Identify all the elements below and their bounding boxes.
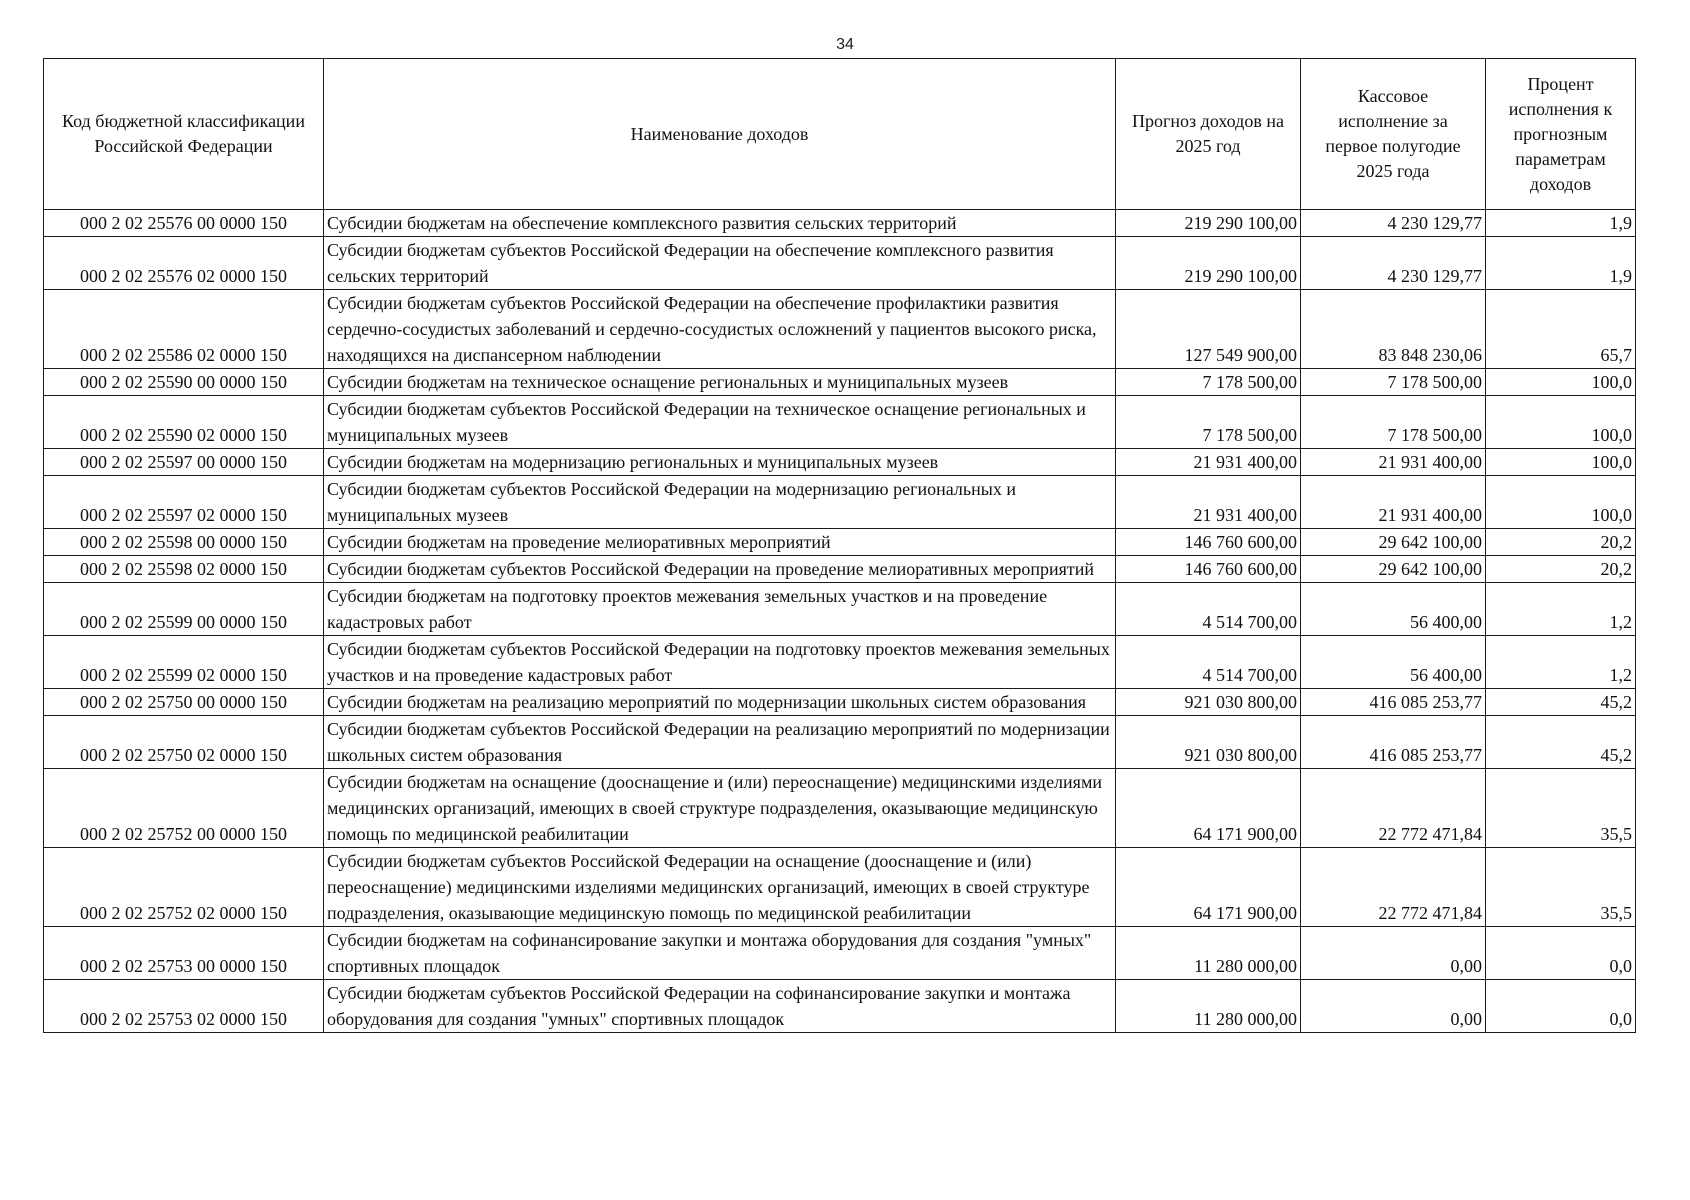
cell-forecast: 64 171 900,00 xyxy=(1116,848,1301,927)
cell-cash: 56 400,00 xyxy=(1301,636,1486,689)
cell-percent: 20,2 xyxy=(1486,556,1636,583)
table-row xyxy=(44,529,1636,556)
table-row xyxy=(44,769,1636,848)
cell-code: 000 2 02 25750 02 0000 150 xyxy=(44,716,324,769)
table-row xyxy=(44,369,1636,396)
cell-name: Субсидии бюджетам на реализацию мероприятий по модернизации школьных систем образования xyxy=(324,689,1116,716)
cell-percent: 100,0 xyxy=(1486,396,1636,449)
cell-cash: 4 230 129,77 xyxy=(1301,237,1486,290)
table-row xyxy=(44,449,1636,476)
cell-percent: 20,2 xyxy=(1486,529,1636,556)
cell-percent: 35,5 xyxy=(1486,848,1636,927)
cell-percent: 0,0 xyxy=(1486,927,1636,980)
cell-cash: 416 085 253,77 xyxy=(1301,716,1486,769)
cell-cash: 29 642 100,00 xyxy=(1301,556,1486,583)
cell-forecast: 21 931 400,00 xyxy=(1116,449,1301,476)
cell-name: Субсидии бюджетам на техническое оснащение региональных и муниципальных музеев xyxy=(324,369,1116,396)
table-header xyxy=(44,59,1636,210)
header-row xyxy=(44,59,1636,210)
cell-percent: 100,0 xyxy=(1486,369,1636,396)
cell-code: 000 2 02 25598 02 0000 150 xyxy=(44,556,324,583)
cell-name: Субсидии бюджетам на проведение мелиоративных мероприятий xyxy=(324,529,1116,556)
cell-percent: 0,0 xyxy=(1486,980,1636,1033)
cell-code: 000 2 02 25597 02 0000 150 xyxy=(44,476,324,529)
cell-code: 000 2 02 25753 00 0000 150 xyxy=(44,927,324,980)
cell-name: Субсидии бюджетам субъектов Российской Федерации на проведение мелиоративных мероприятий xyxy=(324,556,1116,583)
cell-cash: 7 178 500,00 xyxy=(1301,369,1486,396)
cell-name: Субсидии бюджетам субъектов Российской Федерации на подготовку проектов межевания земельных участков и на проведение кадастровых работ xyxy=(324,636,1116,689)
header-percent: Процент исполнения к прогнозным параметрам доходов xyxy=(1486,59,1636,210)
table-row xyxy=(44,396,1636,449)
cell-name: Субсидии бюджетам на модернизацию региональных и муниципальных музеев xyxy=(324,449,1116,476)
cell-name: Субсидии бюджетам на оснащение (дооснащение и (или) переоснащение) медицинскими изделиями медицинских организаций, имеющих в своей структуре подразделения, оказывающие медицинскую помощь по медицинской реабилитации xyxy=(324,769,1116,848)
table-row xyxy=(44,689,1636,716)
cell-percent: 100,0 xyxy=(1486,449,1636,476)
cell-cash: 21 931 400,00 xyxy=(1301,449,1486,476)
cell-code: 000 2 02 25576 02 0000 150 xyxy=(44,237,324,290)
cell-code: 000 2 02 25597 00 0000 150 xyxy=(44,449,324,476)
page-number: 34 xyxy=(836,36,854,53)
cell-cash: 0,00 xyxy=(1301,927,1486,980)
cell-forecast: 219 290 100,00 xyxy=(1116,237,1301,290)
cell-forecast: 146 760 600,00 xyxy=(1116,529,1301,556)
cell-name: Субсидии бюджетам субъектов Российской Федерации на софинансирование закупки и монтажа оборудования для создания "умных" спортивных площадок xyxy=(324,980,1116,1033)
table-row xyxy=(44,556,1636,583)
cell-forecast: 219 290 100,00 xyxy=(1116,210,1301,237)
cell-percent: 1,2 xyxy=(1486,636,1636,689)
table-row xyxy=(44,927,1636,980)
table-body xyxy=(44,210,1636,1033)
cell-percent: 1,9 xyxy=(1486,210,1636,237)
header-forecast: Прогноз доходов на 2025 год xyxy=(1116,59,1301,210)
cell-cash: 4 230 129,77 xyxy=(1301,210,1486,237)
cell-forecast: 921 030 800,00 xyxy=(1116,716,1301,769)
cell-forecast: 146 760 600,00 xyxy=(1116,556,1301,583)
header-name: Наименование доходов xyxy=(324,59,1116,210)
cell-code: 000 2 02 25752 00 0000 150 xyxy=(44,769,324,848)
cell-percent: 65,7 xyxy=(1486,290,1636,369)
cell-name: Субсидии бюджетам на обеспечение комплексного развития сельских территорий xyxy=(324,210,1116,237)
cell-cash: 83 848 230,06 xyxy=(1301,290,1486,369)
cell-code: 000 2 02 25598 00 0000 150 xyxy=(44,529,324,556)
header-code: Код бюджетной классификации Российской Федерации xyxy=(44,59,324,210)
budget-table xyxy=(43,58,1636,1033)
cell-name: Субсидии бюджетам субъектов Российской Федерации на оснащение (дооснащение и (или) переоснащение) медицинскими изделиями медицинских организаций, имеющих в своей структуре подразделения, оказывающие медицинскую помощь по медицинской реабилитации xyxy=(324,848,1116,927)
cell-name: Субсидии бюджетам на подготовку проектов межевания земельных участков и на проведение кадастровых работ xyxy=(324,583,1116,636)
cell-name: Субсидии бюджетам субъектов Российской Федерации на модернизацию региональных и муниципальных музеев xyxy=(324,476,1116,529)
cell-cash: 0,00 xyxy=(1301,980,1486,1033)
cell-code: 000 2 02 25599 00 0000 150 xyxy=(44,583,324,636)
table-row xyxy=(44,290,1636,369)
cell-forecast: 7 178 500,00 xyxy=(1116,369,1301,396)
cell-name: Субсидии бюджетам субъектов Российской Федерации на обеспечение профилактики развития сердечно-сосудистых заболеваний и сердечно-сосудистых осложнений у пациентов высокого риска, находящихся на диспансерном наблюдении xyxy=(324,290,1116,369)
cell-percent: 1,2 xyxy=(1486,583,1636,636)
cell-percent: 35,5 xyxy=(1486,769,1636,848)
cell-forecast: 921 030 800,00 xyxy=(1116,689,1301,716)
cell-forecast: 4 514 700,00 xyxy=(1116,583,1301,636)
cell-forecast: 127 549 900,00 xyxy=(1116,290,1301,369)
cell-forecast: 4 514 700,00 xyxy=(1116,636,1301,689)
cell-name: Субсидии бюджетам субъектов Российской Федерации на техническое оснащение региональных и муниципальных музеев xyxy=(324,396,1116,449)
table-row xyxy=(44,716,1636,769)
cell-code: 000 2 02 25750 00 0000 150 xyxy=(44,689,324,716)
cell-cash: 22 772 471,84 xyxy=(1301,848,1486,927)
cell-name: Субсидии бюджетам субъектов Российской Федерации на обеспечение комплексного развития сельских территорий xyxy=(324,237,1116,290)
cell-cash: 22 772 471,84 xyxy=(1301,769,1486,848)
table-row xyxy=(44,476,1636,529)
table-row xyxy=(44,848,1636,927)
cell-cash: 56 400,00 xyxy=(1301,583,1486,636)
cell-percent: 1,9 xyxy=(1486,237,1636,290)
table-row xyxy=(44,583,1636,636)
cell-code: 000 2 02 25590 00 0000 150 xyxy=(44,369,324,396)
cell-forecast: 11 280 000,00 xyxy=(1116,927,1301,980)
header-cash: Кассовое исполнение за первое полугодие 2025 года xyxy=(1301,59,1486,210)
cell-code: 000 2 02 25752 02 0000 150 xyxy=(44,848,324,927)
table-row xyxy=(44,636,1636,689)
cell-forecast: 11 280 000,00 xyxy=(1116,980,1301,1033)
cell-cash: 416 085 253,77 xyxy=(1301,689,1486,716)
table-row xyxy=(44,237,1636,290)
cell-code: 000 2 02 25576 00 0000 150 xyxy=(44,210,324,237)
cell-cash: 21 931 400,00 xyxy=(1301,476,1486,529)
cell-forecast: 21 931 400,00 xyxy=(1116,476,1301,529)
cell-name: Субсидии бюджетам на софинансирование закупки и монтажа оборудования для создания "умных" спортивных площадок xyxy=(324,927,1116,980)
table-row xyxy=(44,980,1636,1033)
cell-forecast: 64 171 900,00 xyxy=(1116,769,1301,848)
cell-code: 000 2 02 25586 02 0000 150 xyxy=(44,290,324,369)
cell-percent: 45,2 xyxy=(1486,689,1636,716)
cell-name: Субсидии бюджетам субъектов Российской Федерации на реализацию мероприятий по модернизации школьных систем образования xyxy=(324,716,1116,769)
cell-percent: 45,2 xyxy=(1486,716,1636,769)
cell-forecast: 7 178 500,00 xyxy=(1116,396,1301,449)
cell-code: 000 2 02 25590 02 0000 150 xyxy=(44,396,324,449)
table-row xyxy=(44,210,1636,237)
cell-percent: 100,0 xyxy=(1486,476,1636,529)
cell-cash: 29 642 100,00 xyxy=(1301,529,1486,556)
cell-code: 000 2 02 25753 02 0000 150 xyxy=(44,980,324,1033)
cell-cash: 7 178 500,00 xyxy=(1301,396,1486,449)
cell-code: 000 2 02 25599 02 0000 150 xyxy=(44,636,324,689)
